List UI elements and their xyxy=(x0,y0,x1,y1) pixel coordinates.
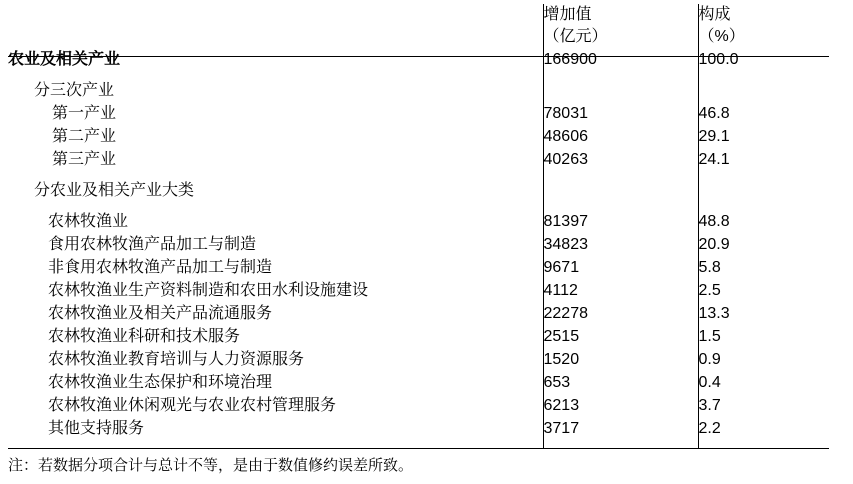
row-label: 第三产业 xyxy=(52,151,117,168)
row-label: 农林牧渔业科研和技术服务 xyxy=(48,328,241,345)
table-row xyxy=(8,210,829,233)
row-value: 2515 xyxy=(543,325,698,348)
row-share: 0.4 xyxy=(698,371,829,394)
row-label: 非食用农林牧渔产品加工与制造 xyxy=(48,259,273,276)
row-share xyxy=(698,179,829,202)
spacer-label xyxy=(8,171,543,179)
header-value-cell xyxy=(543,4,698,48)
row-spacer xyxy=(8,171,829,179)
table-header-row xyxy=(8,4,829,48)
row-share: 0.9 xyxy=(698,348,829,371)
row-label: 第二产业 xyxy=(52,128,117,145)
table-row xyxy=(8,325,829,348)
spacer-value xyxy=(543,171,698,179)
table-note: 注：若数据分项合计与总计不等，是由于数值修约误差所致。 xyxy=(8,457,414,474)
row-value xyxy=(543,79,698,102)
row-label: 农林牧渔业及相关产品流通服务 xyxy=(48,305,273,322)
row-share: 46.8 xyxy=(698,102,829,125)
row-share: 1.5 xyxy=(698,325,829,348)
table-row xyxy=(8,279,829,302)
spacer-value xyxy=(543,202,698,210)
header-value-line1: 增加值 xyxy=(543,6,592,23)
table-row xyxy=(8,394,829,417)
row-value: 34823 xyxy=(543,233,698,256)
spacer-share xyxy=(698,202,829,210)
row-spacer xyxy=(8,71,829,79)
row-spacer xyxy=(8,202,829,210)
row-label: 第一产业 xyxy=(52,105,117,122)
row-label: 农林牧渔业 xyxy=(48,213,129,230)
row-label: 食用农林牧渔产品加工与制造 xyxy=(48,236,257,253)
row-label: 农林牧渔业教育培训与人力资源服务 xyxy=(48,351,305,368)
row-label: 分三次产业 xyxy=(34,82,115,99)
row-label: 分农业及相关产业大类 xyxy=(34,182,195,199)
row-label: 其他支持服务 xyxy=(48,420,145,437)
row-share: 100.0 xyxy=(698,48,829,71)
row-share: 29.1 xyxy=(698,125,829,148)
header-share-cell xyxy=(698,4,829,48)
row-share: 2.5 xyxy=(698,279,829,302)
spacer-label xyxy=(8,202,543,210)
row-value: 9671 xyxy=(543,256,698,279)
row-label: 农业及相关产业 xyxy=(8,51,121,68)
column-divider-share xyxy=(698,6,699,448)
row-share xyxy=(698,79,829,102)
row-share: 20.9 xyxy=(698,233,829,256)
agriculture-value-added-table xyxy=(8,4,829,440)
row-share: 2.2 xyxy=(698,417,829,440)
header-value-line2: （亿元） xyxy=(543,28,608,45)
row-value: 40263 xyxy=(543,148,698,171)
row-label: 农林牧渔业休闲观光与农业农村管理服务 xyxy=(48,397,337,414)
spacer-share xyxy=(698,71,829,79)
table-row xyxy=(8,79,829,102)
row-value: 1520 xyxy=(543,348,698,371)
row-value: 22278 xyxy=(543,302,698,325)
row-value: 6213 xyxy=(543,394,698,417)
header-share-line2: （%） xyxy=(698,28,745,45)
header-label-cell xyxy=(8,4,543,48)
row-value: 4112 xyxy=(543,279,698,302)
spacer-value xyxy=(543,71,698,79)
table-row xyxy=(8,417,829,440)
row-value xyxy=(543,179,698,202)
header-share-line1: 构成 xyxy=(698,6,731,23)
table-row xyxy=(8,233,829,256)
header-divider-rule xyxy=(8,56,829,57)
table-row xyxy=(8,179,829,202)
row-value: 48606 xyxy=(543,125,698,148)
spacer-share xyxy=(698,171,829,179)
table-row xyxy=(8,148,829,171)
table-row xyxy=(8,256,829,279)
table-row xyxy=(8,125,829,148)
spacer-label xyxy=(8,71,543,79)
row-value: 78031 xyxy=(543,102,698,125)
row-share: 24.1 xyxy=(698,148,829,171)
table-bottom-rule xyxy=(8,448,829,449)
row-label: 农林牧渔业生产资料制造和农田水利设施建设 xyxy=(48,282,369,299)
table-row xyxy=(8,348,829,371)
table-row xyxy=(8,102,829,125)
row-value: 653 xyxy=(543,371,698,394)
row-share: 48.8 xyxy=(698,210,829,233)
row-share: 13.3 xyxy=(698,302,829,325)
table-row xyxy=(8,48,829,71)
table-row xyxy=(8,302,829,325)
table-row xyxy=(8,371,829,394)
row-value: 166900 xyxy=(543,48,698,71)
row-value: 3717 xyxy=(543,417,698,440)
row-share: 5.8 xyxy=(698,256,829,279)
column-divider-value xyxy=(543,6,544,448)
row-label: 农林牧渔业生态保护和环境治理 xyxy=(48,374,273,391)
statistics-table-page xyxy=(0,4,853,484)
row-value: 81397 xyxy=(543,210,698,233)
row-share: 3.7 xyxy=(698,394,829,417)
